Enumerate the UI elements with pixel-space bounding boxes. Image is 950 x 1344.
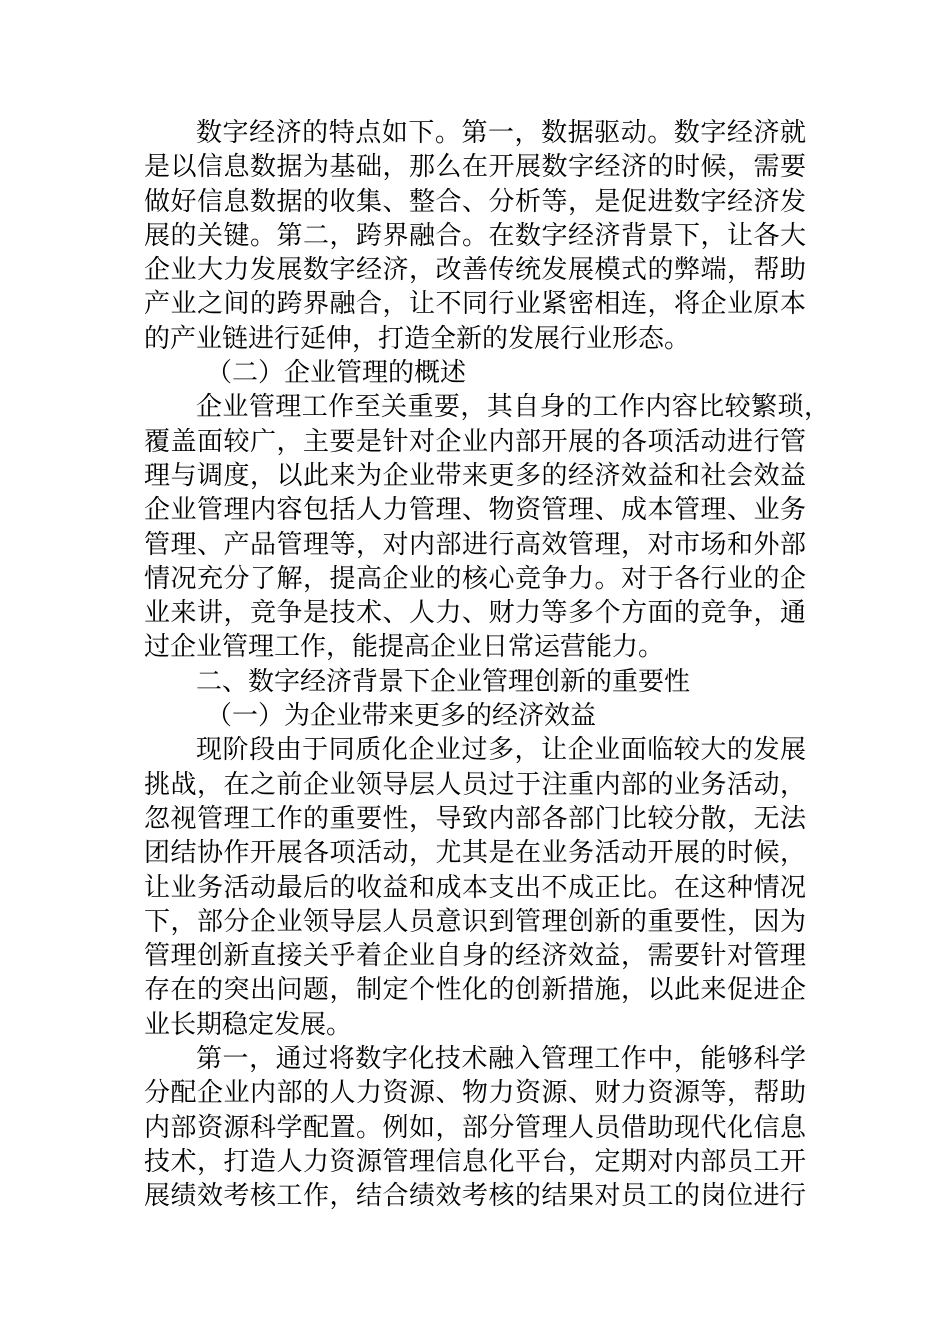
paragraph-line: 现阶段由于同质化企业过多，让企业面临较大的发展 [196,735,806,766]
paragraph-line: 情况充分了解，提高企业的核心竞争力。对于各行业的企 [144,563,806,594]
paragraph-line: 管理创新直接关乎着企业自身的经济效益，需要针对管理 [144,941,806,972]
paragraph-line: 分配企业内部的人力资源、物力资源、财力资源等，帮助 [144,1078,806,1109]
paragraph-line: 产业之间的跨界融合，让不同行业紧密相连，将企业原本 [144,289,806,320]
paragraph-line: 内部资源科学配置。例如，部分管理人员借助现代化信息 [144,1112,806,1143]
paragraph-line: 业长期稳定发展。 [144,1009,353,1040]
paragraph-line: 团结协作开展各项活动，尤其是在业务活动开展的时候， [144,838,806,869]
paragraph-line: 企业管理内容包括人力管理、物资管理、成本管理、业务 [144,495,806,526]
paragraph-line: 忽视管理工作的重要性，导致内部各部门比较分散，无法 [144,803,806,834]
section-heading: （一）为企业带来更多的经济效益 [206,701,597,732]
paragraph-line: 展绩效考核工作，结合绩效考核的结果对员工的岗位进行 [144,1181,806,1212]
paragraph-line: 下，部分企业领导层人员意识到管理创新的重要性，因为 [144,906,806,937]
paragraph-line: 企业大力发展数字经济，改善传统发展模式的弊端，帮助 [144,255,806,286]
paragraph-line: 技术，打造人力资源管理信息化平台，定期对内部员工开 [144,1146,806,1177]
paragraph-line: 覆盖面较广，主要是针对企业内部开展的各项活动进行管 [144,426,806,457]
paragraph-line: 做好信息数据的收集、整合、分析等，是促进数字经济发 [144,186,806,217]
paragraph-line: 存在的突出问题，制定个性化的创新措施，以此来促进企 [144,975,806,1006]
paragraph-line: 数字经济的特点如下。第一，数据驱动。数字经济就 [196,118,806,148]
paragraph-line: 挑战，在之前企业领导层人员过于注重内部的业务活动， [144,769,806,800]
paragraph-line: 企业管理工作至关重要，其自身的工作内容比较繁琐， [196,392,830,423]
paragraph-line: 展的关键。第二，跨界融合。在数字经济背景下，让各大 [144,220,806,251]
paragraph-line: 管理、产品管理等，对内部进行高效管理，对市场和外部 [144,529,806,560]
paragraph-line: 业来讲，竞争是技术、人力、财力等多个方面的竞争，通 [144,598,806,629]
body-text [144,116,834,1214]
paragraph-line: 第一，通过将数字化技术融入管理工作中，能够科学 [196,1044,806,1075]
chapter-heading: 二、数字经济背景下企业管理创新的重要性 [196,666,691,697]
paragraph-line: 是以信息数据为基础，那么在开展数字经济的时候，需要 [144,152,806,183]
paragraph-line: 的产业链进行延伸，打造全新的发展行业形态。 [144,323,691,354]
paragraph-line: 让业务活动最后的收益和成本支出不成正比。在这种情况 [144,872,806,903]
paragraph-line: 理与调度，以此来为企业带来更多的经济效益和社会效益 [144,460,806,491]
section-heading: （二）企业管理的概述 [206,358,467,389]
paragraph-line: 过企业管理工作，能提高企业日常运营能力。 [144,632,665,663]
